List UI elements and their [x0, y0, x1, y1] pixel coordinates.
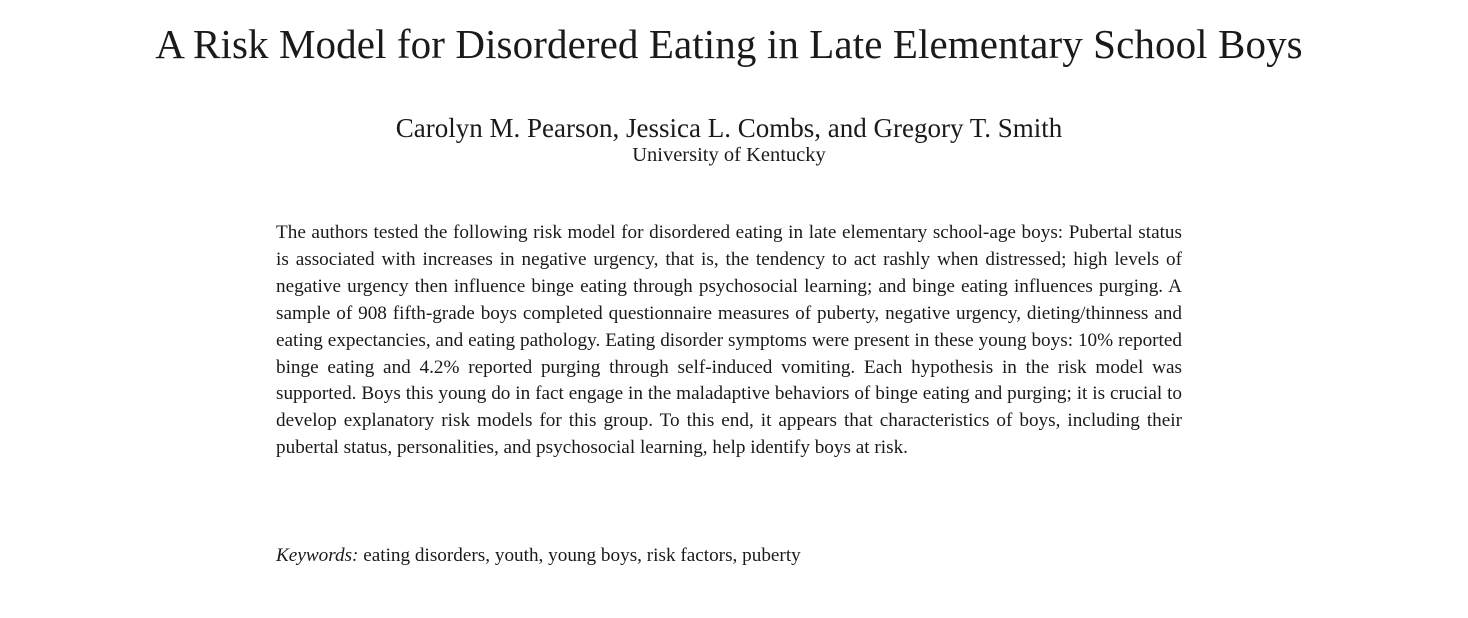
paper-title: A Risk Model for Disordered Eating in Late Elementary School Boys — [155, 21, 1303, 67]
keywords-label: Keywords: — [276, 545, 359, 566]
keywords-line — [276, 542, 1182, 569]
author-affiliation: University of Kentucky — [632, 144, 826, 166]
keywords-text: eating disorders, youth, young boys, risk factors, puberty — [363, 545, 801, 566]
abstract-paragraph: The authors tested the following risk model for disordered eating in late elementary school-age boys: Pubertal status is associated with increases in negative urgency, that is, the tendency to act rashly when distressed; high levels of negative urgency then influence binge eating through psychosocial learning; and binge eating influences purging. A sample of 908 fifth-grade boys completed questionnaire measures of puberty, negative urgency, dieting/thinness and eating expectancies, and eating pathology. Eating disorder symptoms were present in these young boys: 10% reported binge eating and 4.2% reported purging through self-induced vomiting. Each hypothesis in the risk model was supported. Boys this young do in fact engage in the maladaptive behaviors of binge eating and purging; it is crucial to develop explanatory risk models for this group. To this end, it appears that characteristics of boys, including their pubertal status, personalities, and psychosocial learning, help identify boys at risk. — [276, 222, 1182, 459]
author-list: Carolyn M. Pearson, Jessica L. Combs, and Gregory T. Smith — [395, 113, 1063, 143]
